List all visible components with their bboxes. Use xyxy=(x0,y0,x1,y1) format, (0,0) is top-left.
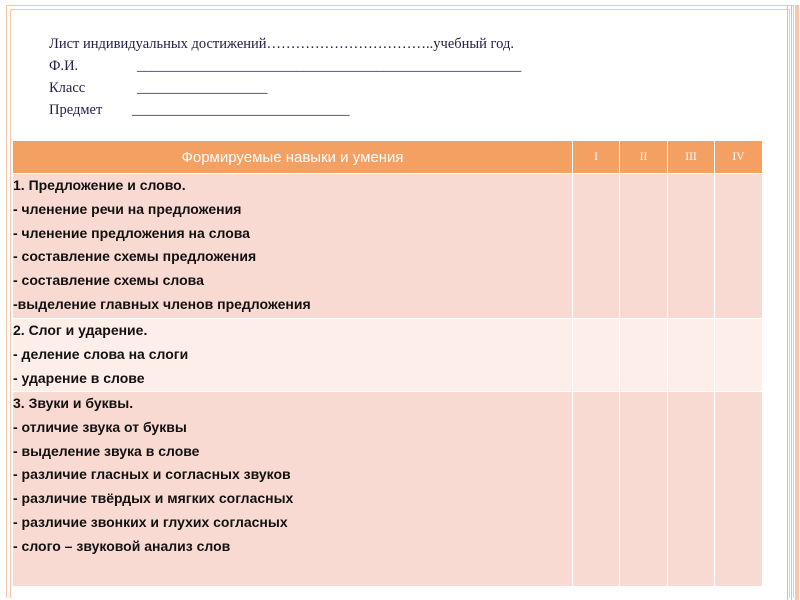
skills-table xyxy=(12,140,763,587)
skill-item: - ударение в слове xyxy=(13,369,145,386)
skill-section-title: 2. Слог и ударение. xyxy=(13,322,148,338)
skill-item: - отличие звука от буквы xyxy=(13,418,187,435)
term-cell[interactable] xyxy=(715,319,763,392)
skill-cell xyxy=(13,174,573,319)
sheet-title: Лист индивидуальных достижений……………………………..учебный год. xyxy=(49,36,514,52)
term-cell[interactable] xyxy=(668,319,715,392)
fio-label: Ф.И. xyxy=(49,58,79,74)
frame-right-line xyxy=(791,5,792,600)
class-value: __________________ xyxy=(137,80,268,96)
skill-cell xyxy=(13,392,573,587)
term-cell[interactable] xyxy=(620,319,668,392)
subject-value: ______________________________ xyxy=(132,102,350,118)
column-header-term-2: II xyxy=(620,141,668,174)
term-cell[interactable] xyxy=(573,392,620,587)
term-cell[interactable] xyxy=(573,319,620,392)
skill-cell xyxy=(13,319,573,392)
skill-item: - различие звонких и глухих согласных xyxy=(13,513,288,530)
frame-right-line xyxy=(787,5,788,600)
column-header-term-4: IV xyxy=(715,141,763,174)
skill-item: - слого – звуковой анализ слов xyxy=(13,537,231,554)
skill-item: - деление слова на слоги xyxy=(13,345,189,362)
skill-item: - различие твёрдых и мягких согласных xyxy=(13,490,294,507)
term-cell[interactable] xyxy=(620,174,668,319)
table-row xyxy=(13,319,763,392)
subject-label: Предмет xyxy=(49,102,103,118)
frame-right-band xyxy=(795,5,799,600)
skill-item: - различие гласных и согласных звуков xyxy=(13,466,291,483)
skill-item: - составление схемы слова xyxy=(13,272,204,289)
skill-section-title: 3. Звуки и буквы. xyxy=(13,395,134,411)
term-cell[interactable] xyxy=(620,392,668,587)
term-cell[interactable] xyxy=(668,174,715,319)
column-header-term-3: III xyxy=(668,141,715,174)
skill-item: - членение речи на предложения xyxy=(13,200,242,217)
term-cell[interactable] xyxy=(715,174,763,319)
skill-section-title: 1. Предложение и слово. xyxy=(13,177,186,193)
column-header-term-1: I xyxy=(573,141,620,174)
term-cell[interactable] xyxy=(668,392,715,587)
skill-item: - выделение звука в слове xyxy=(13,442,200,459)
skill-item: - членение предложения на слова xyxy=(13,224,250,241)
skill-item: -выделение главных членов предложения xyxy=(13,295,311,312)
table-header-row xyxy=(13,141,763,174)
table-row xyxy=(13,392,763,587)
term-cell[interactable] xyxy=(573,174,620,319)
skill-item: - составление схемы предложения xyxy=(13,248,257,265)
table-row xyxy=(13,174,763,319)
class-label: Класс xyxy=(49,80,86,96)
column-header-skills: Формируемые навыки и умения xyxy=(13,141,573,174)
fio-value: _____________________________________________________ xyxy=(137,58,522,74)
term-cell[interactable] xyxy=(715,392,763,587)
